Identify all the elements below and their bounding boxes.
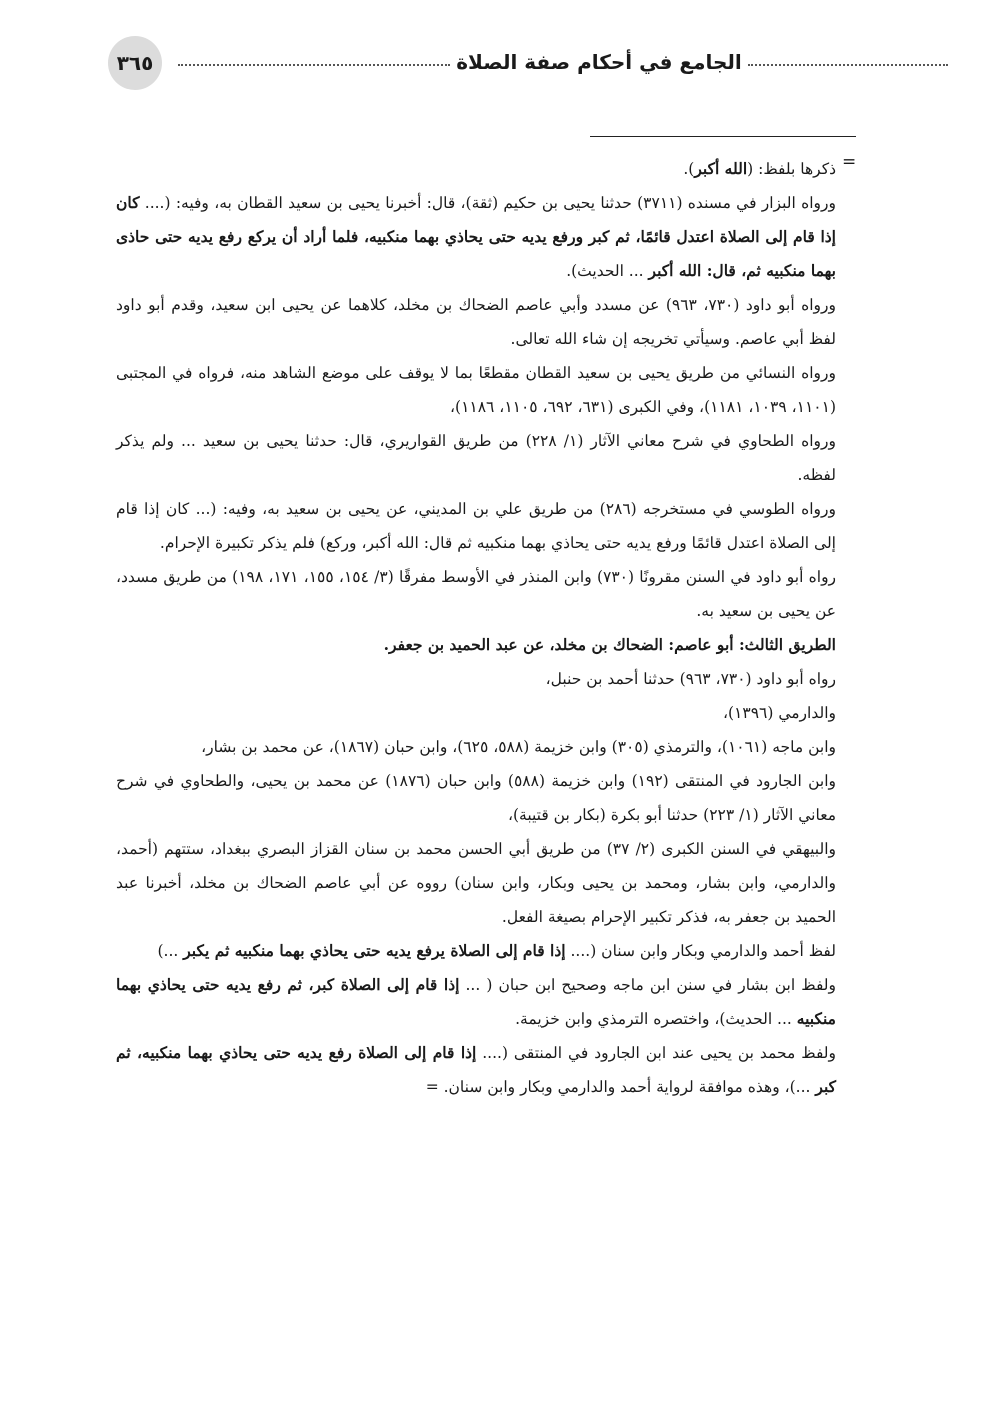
paragraph (116, 934, 836, 968)
paragraph (116, 560, 836, 628)
page-number: ٣٦٥ (108, 36, 162, 90)
bold-text-run: الطريق الثالث: أبو عاصم: الضحاك بن مخلد، عن عبد الحميد بن جعفر. (383, 635, 836, 654)
continuation-marker: = (842, 152, 857, 172)
paragraph (116, 356, 836, 424)
text-run: ذكرها بلفظ: ( (747, 160, 836, 178)
text-run: ورواه الطحاوي في شرح معاني الآثار (١/ ٢٢٨) من طريق القواريري، قال: حدثنا يحيى بن سعيد ... ولم يذكر لفظه. (116, 432, 836, 484)
text-run: ... الحديث)، واختصره الترمذي وابن خزيمة. (515, 1010, 797, 1028)
bold-text-run: إذا قام إلى الصلاة رفع يديه حتى يحاذي بهما منكبيه، ثم كبر (116, 1043, 836, 1096)
text-run: رواه أبو داود في السنن مقرونًا (٧٣٠) وابن المنذر في الأوسط مفرقًا (٣/ ١٥٤، ١٥٥، ١٧١، ١٩٨) من طريق مسدد، عن يحيى بن سعيد به. (116, 568, 837, 620)
text-run: ورواه النسائي من طريق يحيى بن سعيد القطان مقطعًا بما لا يوقف على موضع الشاهد منه، فرواه في المجتبى (١١٠١، ١٠٣٩، ١١٨١)، وفي الكبرى (٦٣١، ٦٩٢، ١١٠٥، ١١٨٦)، (116, 364, 836, 416)
paragraph (116, 968, 836, 1036)
paragraph (116, 764, 836, 832)
text-run: رواه أبو داود (٧٣٠، ٩٦٣) حدثنا أحمد بن حنبل، (545, 670, 836, 688)
text-run: ولفظ محمد بن يحيى عند ابن الجارود في المنتقى (.... (476, 1044, 836, 1062)
text-run: ... الحديث). (566, 262, 649, 280)
text-run: ولفظ ابن بشار في سنن ابن ماجه وصحيح ابن حبان ( ... (459, 976, 836, 994)
paragraph (116, 832, 836, 934)
text-run: ورواه أبو داود (٧٣٠، ٩٦٣) عن مسدد وأبي عاصم الضحاك بن مخلد، كلاهما عن يحيى ابن سعيد، وقدم أبو داود لفظ أبي عاصم. وسيأتي تخريجه إن شاء الله تعالى. (116, 296, 837, 348)
paragraph (116, 186, 836, 288)
text-run: ...)، وهذه موافقة لرواية أحمد والدارمي وبكار وابن سنان. = (425, 1078, 816, 1096)
paragraph (116, 424, 836, 492)
paragraph (116, 628, 836, 662)
text-run: والدارمي (١٣٩٦)، (722, 704, 836, 722)
paragraph (116, 1036, 836, 1104)
text-run: ...) (157, 942, 184, 960)
text-run: وابن ماجه (١٠٦١)، والترمذي (٣٠٥) وابن خزيمة (٥٨٨، ٦٢٥)، وابن حبان (١٨٦٧)، عن محمد بن بشار، (201, 738, 836, 756)
text-run: والبيهقي في السنن الكبرى (٢/ ٣٧) من طريق أبي الحسن محمد بن سنان القزاز البصري ببغداد، ستتهم (أحمد، والدارمي، وابن بشار، ومحمد بن يحيى وبكار، وابن سنان) رووه عن أبي عاصم الضحاك بن مخلد، أخبرنا عبد الحميد بن جعفر به، فذكر تكبير الإحرام بصيغة الفعل. (116, 840, 837, 926)
page-header (108, 36, 844, 96)
paragraph (116, 696, 836, 730)
paragraph (116, 492, 836, 560)
bold-text-run: الله أكبر (694, 159, 748, 178)
text-run: لفظ أحمد والدارمي وبكار وابن سنان (.... (565, 942, 836, 960)
paragraph (116, 152, 836, 186)
text-run: ). (683, 160, 695, 178)
footnote-text (116, 152, 836, 1104)
paragraph (116, 730, 836, 764)
bold-text-run: إذا قام إلى الصلاة كبر، ثم رفع يديه حتى يحاذي بهما منكبيه (116, 975, 836, 1028)
paragraph (116, 662, 836, 696)
header-dotted-leader-right (748, 64, 948, 66)
running-title: الجامع في أحكام صفة الصلاة (456, 50, 742, 74)
bold-text-run: كان إذا قام إلى الصلاة اعتدل قائمًا، ثم كبر ورفع يديه حتى يحاذي بهما منكبيه، فلما أراد أن يركع رفع يديه حتى حاذى بهما منكبيه ثم، قال: الله أكبر (116, 193, 836, 280)
header-dotted-leader-left (178, 64, 450, 66)
text-run: ورواه الطوسي في مستخرجه (٢٨٦) من طريق علي بن المديني، عن يحيى بن سعيد به، وفيه: (... كان إذا قام إلى الصلاة اعتدل قائمًا ورفع يديه حتى يحاذي بهما منكبيه ثم قال: الله أكبر، وركع) فلم يذكر تكبيرة الإحرام. (116, 500, 836, 552)
text-run: ورواه البزار في مسنده (٣٧١١) حدثنا يحيى بن حكيم (ثقة)، قال: أخبرنا يحيى بن سعيد القطان به، وفيه: (.... (139, 194, 836, 212)
paragraph (116, 288, 836, 356)
bold-text-run: إذا قام إلى الصلاة يرفع يديه حتى يحاذي بهما منكبيه ثم يكبر (183, 941, 566, 960)
text-run: وابن الجارود في المنتقى (١٩٢) وابن خزيمة (٥٨٨) وابن حبان (١٨٧٦) عن محمد بن يحيى، والطحاوي في شرح معاني الآثار (١/ ٢٢٣) حدثنا أبو بكرة (بكار بن قتيبة)، (116, 772, 836, 824)
footnote-separator-rule (590, 136, 856, 137)
